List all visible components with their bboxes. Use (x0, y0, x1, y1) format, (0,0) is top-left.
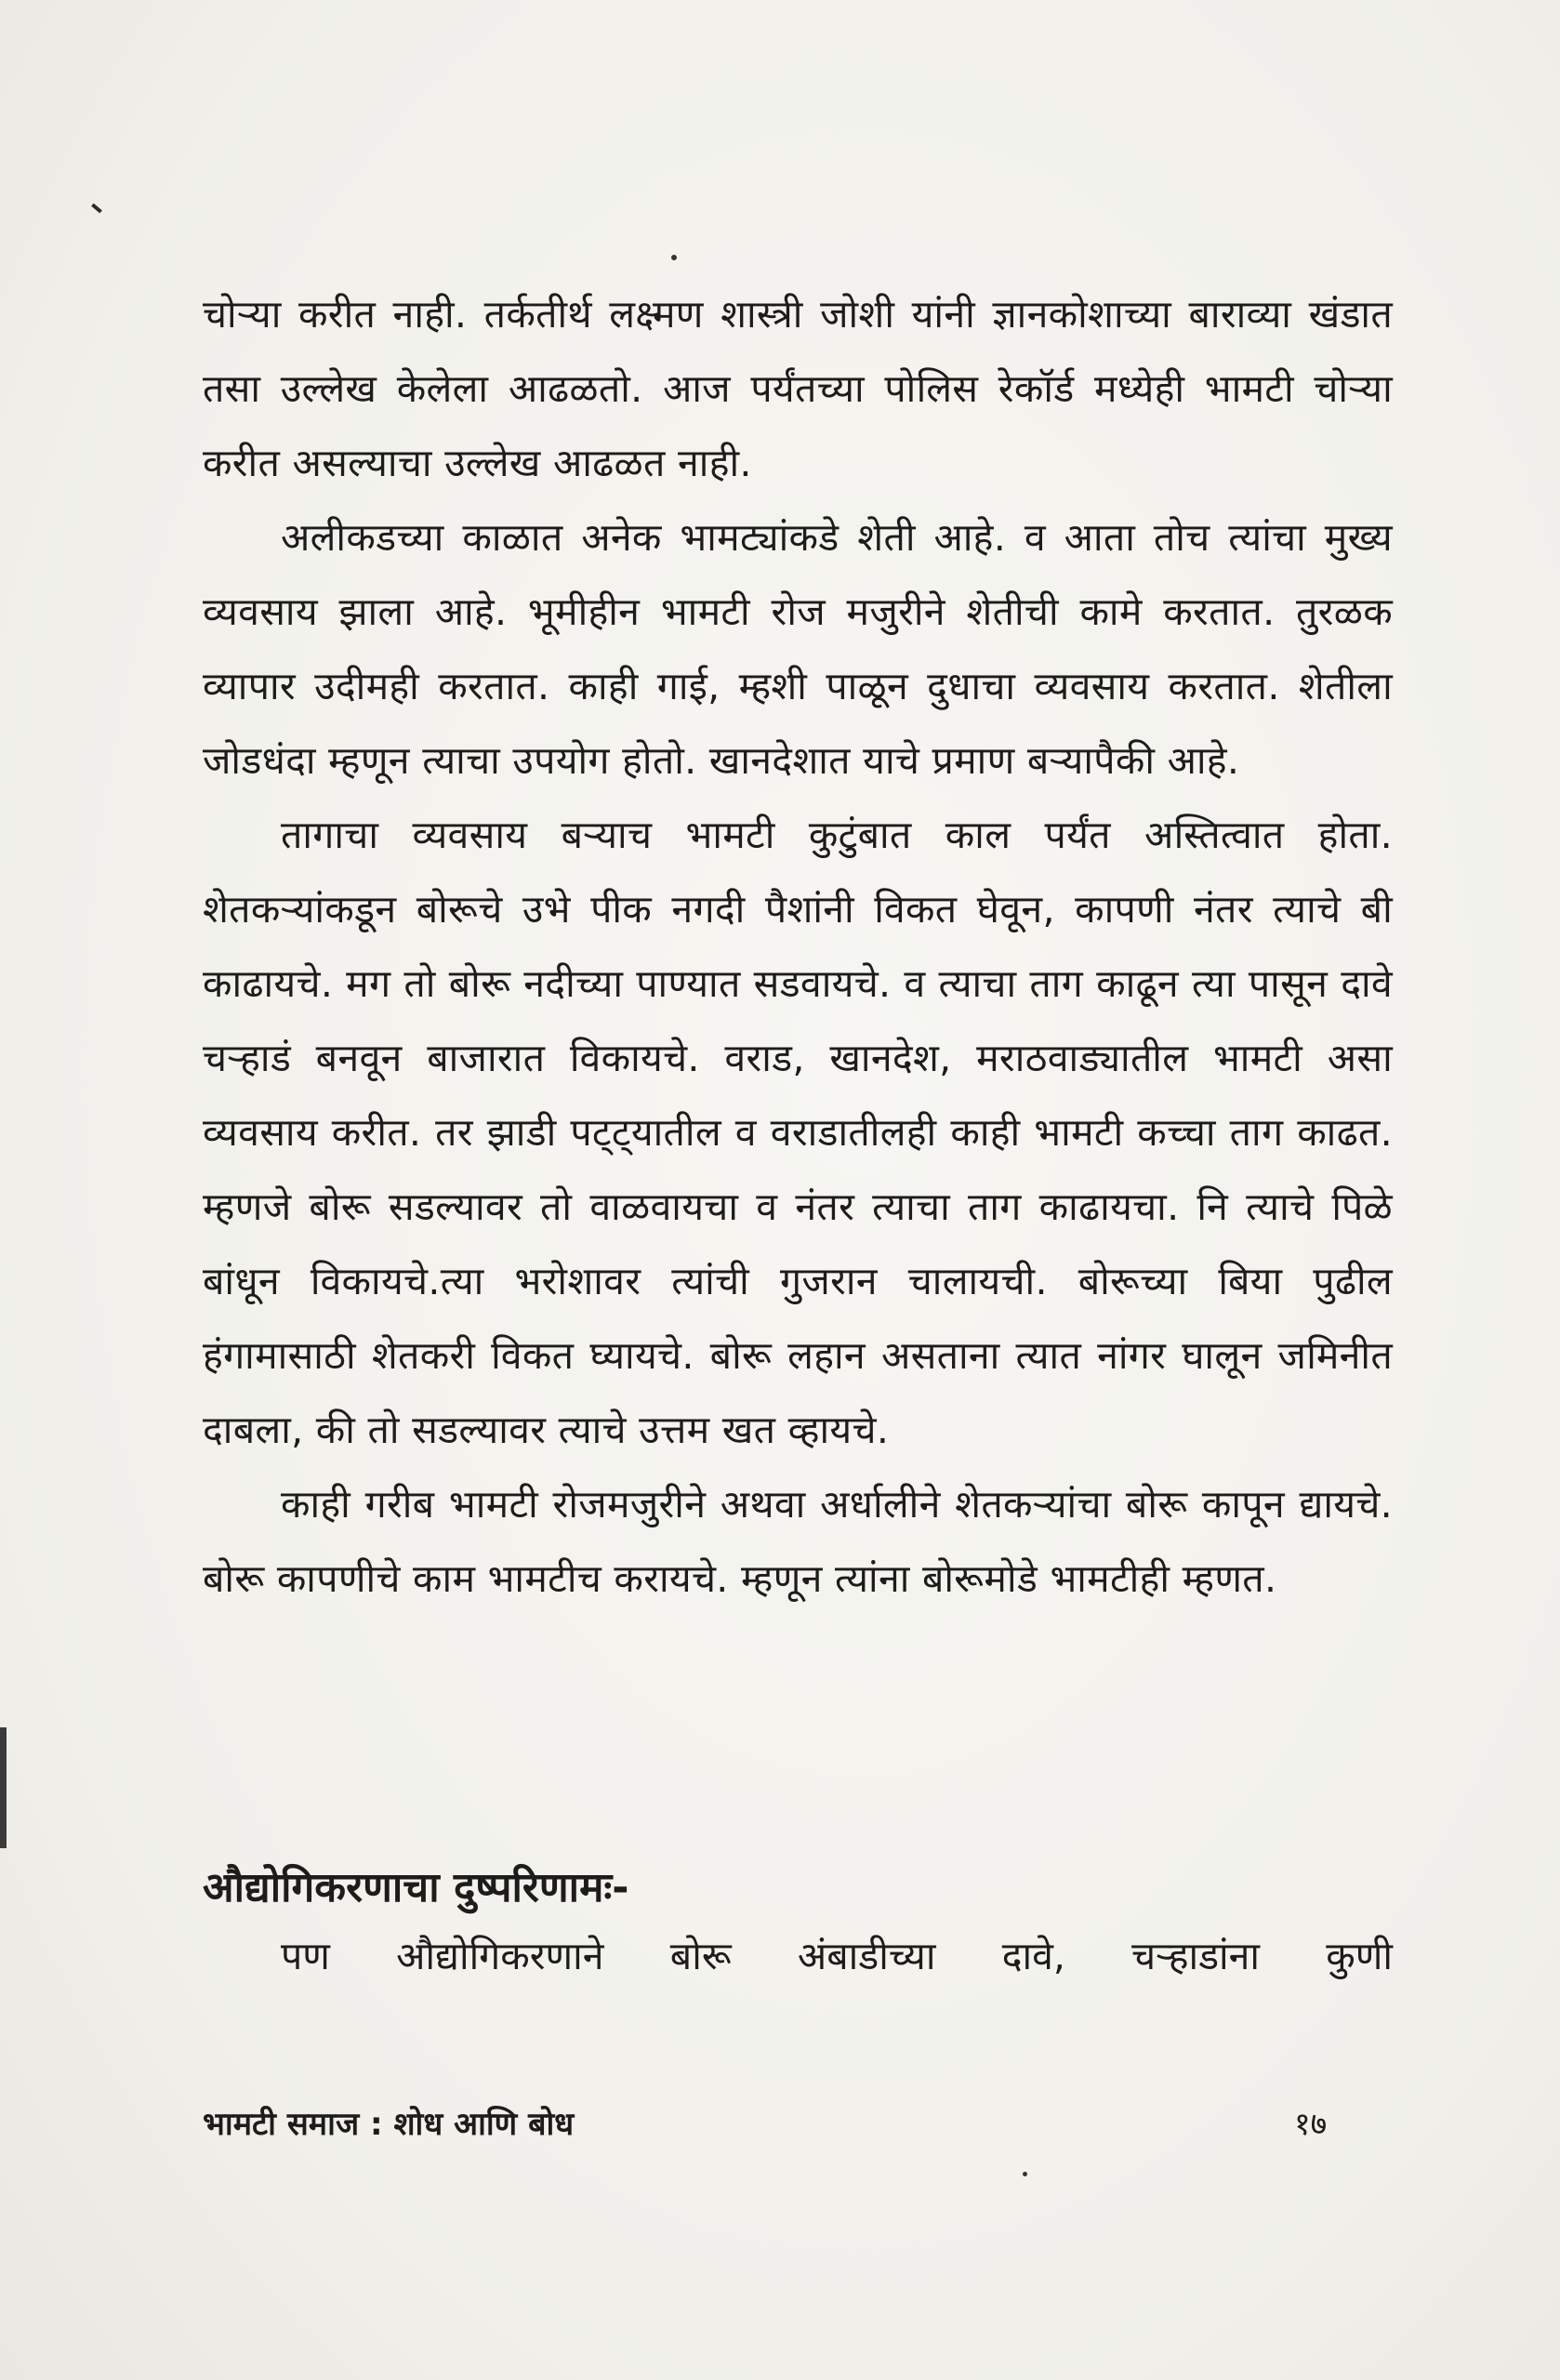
paragraph-4: काही गरीब भामटी रोजमजुरीने अथवा अर्धालीने शेतकऱ्यांचा बोरू कापून द्यायचे. बोरू कापणीचे काम भामटीच करायचे. म्हणून त्यांना बोरूमोडे भामटीही म्हणत. (203, 1482, 1393, 1601)
section-heading: औद्योगिकरणाचा दुष्परिणामः- (203, 1864, 629, 1911)
paragraph-3: तागाचा व्यवसाय बऱ्याच भामटी कुटुंबात काल पर्यंत अस्तित्वात होता. शेतकऱ्यांकडून बोरूचे उभे पीक नगदी पैशांनी विकत घेवून, कापणी नंतर त्याचे बी काढायचे. मग तो बोरू नदीच्या पाण्यात सडवायचे. व त्याचा ताग काढून त्या पासून दावे चऱ्हाडं बनवून बाजारात विकायचे. वराड, खानदेश, मराठवाड्यातील भामटी असा व्यवसाय करीत. तर झाडी पट्ट्यातील व वराडातीलही काही भामटी कच्चा ताग काढत. म्हणजे बोरू सडल्यावर तो वाळवायचा व नंतर त्याचा ताग काढायचा. नि त्याचे पिळे बांधून विकायचे.त्या भरोशावर त्यांची गुजरान चालायची. बोरूच्या बिया पुढील हंगामासाठी शेतकरी विकत घ्यायचे. बोरू लहान असताना त्यात नांगर घालून जमिनीत दाबला, की तो सडल्यावर त्याचे उत्तम खत व्हायचे. (203, 813, 1393, 1452)
section-paragraph: पण औद्योगिकरणाने बोरू अंबाडीच्या दावे, चऱ्हाडांना कुणी (281, 1934, 1393, 1978)
paragraph-2: अलीकडच्या काळात अनेक भामट्यांकडे शेती आहे. व आता तोच त्यांचा मुख्य व्यवसाय झाला आहे. भूमीहीन भामटी रोज मजुरीने शेतीची कामे करतात. तुरळक व्यापार उदीमही करतात. काही गाई, म्हशी पाळून दुधाचा व्यवसाय करतात. शेतीला जोडधंदा म्हणून त्याचा उपयोग होतो. खानदेशात याचे प्रमाण बऱ्यापैकी आहे. (203, 515, 1393, 783)
body-text (203, 277, 1393, 1616)
page-number: १७ (1294, 2106, 1328, 2143)
ink-dot (671, 255, 677, 260)
binding-edge (0, 1727, 7, 1848)
paragraph-1: चोऱ्या करीत नाही. तर्कतीर्थ लक्ष्मण शास्त्री जोशी यांनी ज्ञानकोशाच्या बाराव्या खंडात तसा उल्लेख केलेला आढळतो. आज पर्यंतच्या पोलिस रेकॉर्ड मध्येही भामटी चोऱ्या करीत असल्याचा उल्लेख आढळत नाही. (203, 292, 1393, 485)
running-footer-title: भामटी समाज : शोध आणि बोध (203, 2106, 575, 2143)
ink-mark (91, 204, 102, 214)
ink-dot (1023, 2172, 1027, 2176)
